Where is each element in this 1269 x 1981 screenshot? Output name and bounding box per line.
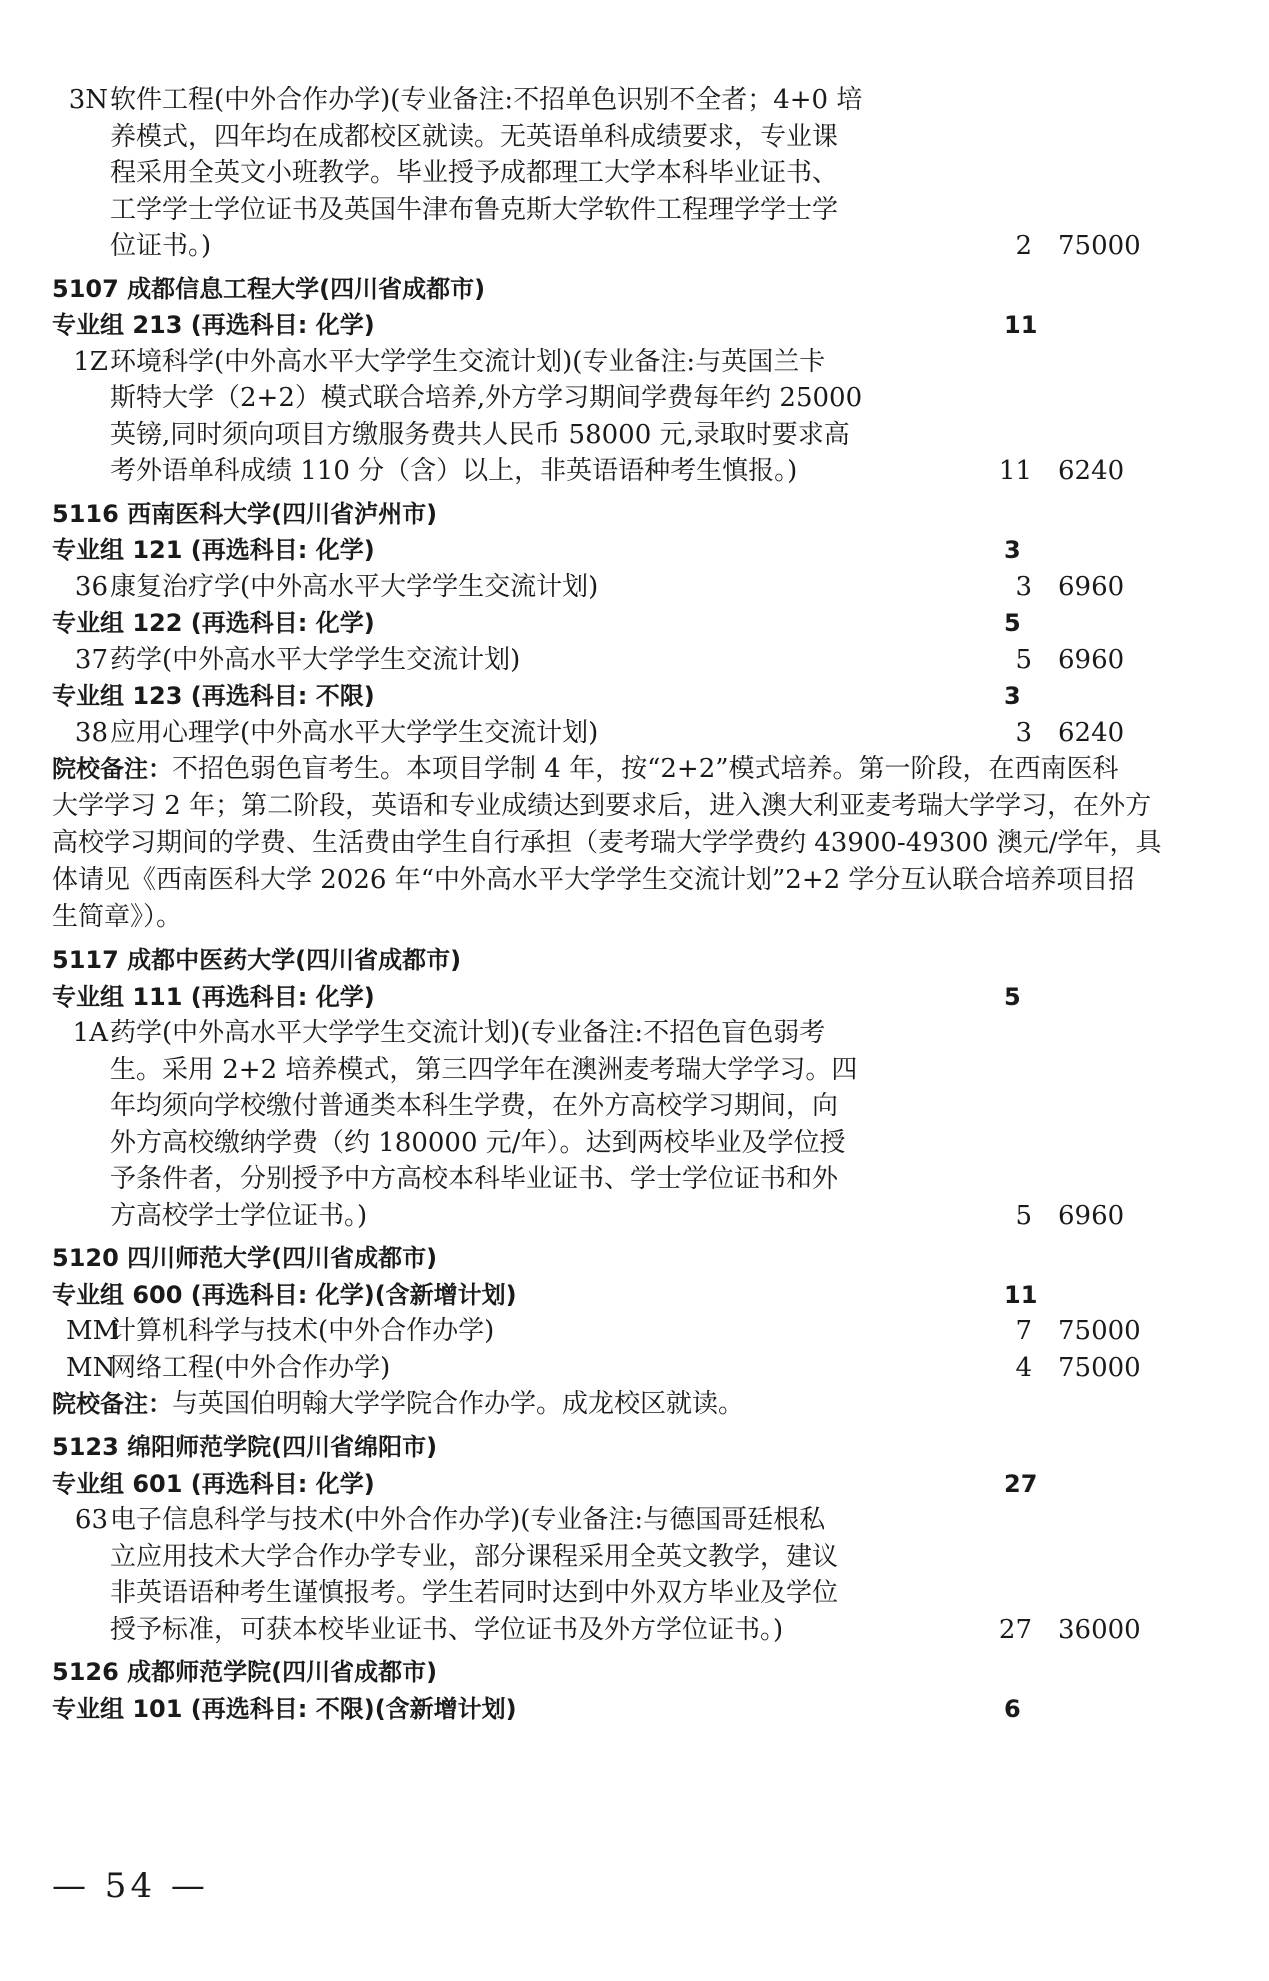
major-code: 63 — [74, 1505, 108, 1535]
major-group-label: 专业组 122 (再选科目: 化学) — [52, 609, 375, 637]
tuition-fee: 6240 — [1058, 717, 1125, 748]
major-item-continuation — [52, 1575, 1232, 1612]
school-heading: 5116 西南医科大学(四川省泸州市) — [52, 499, 438, 528]
major-description: 应用心理学(中外高水平大学学生交流计划) — [110, 717, 599, 748]
major-description: 年均须向学校缴付普通类本科生学费，在外方高校学习期间，向 — [110, 1091, 839, 1121]
major-group-label: 专业组 213 (再选科目: 化学) — [52, 311, 375, 339]
major-code: 36 — [74, 571, 108, 602]
major-description: 药学(中外高水平大学学生交流计划) — [110, 644, 521, 675]
major-description: 电子信息科学与技术(中外合作办学)(专业备注:与德国哥廷根私 — [110, 1505, 826, 1535]
major-item-continuation — [52, 453, 1232, 490]
major-item-continuation — [52, 1198, 1232, 1235]
major-description: 英镑,同时须向项目方缴服务费共人民币 58000 元,录取时要求高 — [110, 419, 850, 450]
note-label: 院校备注： — [52, 755, 172, 783]
major-item-row — [52, 642, 1232, 679]
major-group-label: 专业组 123 (再选科目: 不限) — [52, 682, 375, 710]
note-text: 与英国伯明翰大学学院合作办学。成龙校区就读。 — [172, 1389, 745, 1419]
institution-note — [52, 788, 1232, 825]
major-description: 斯特大学（2+2）模式联合培养,外方学习期间学费每年约 25000 — [110, 383, 863, 413]
major-item-row — [52, 82, 1232, 119]
major-description: 网络工程(中外合作办学) — [110, 1352, 391, 1383]
institution-note — [52, 862, 1232, 899]
major-item-continuation — [52, 192, 1232, 229]
tuition-fee: 6960 — [1058, 571, 1125, 602]
major-item-row — [52, 1313, 1232, 1350]
note-text: 生简章》）。 — [52, 902, 183, 932]
plan-count: 2 — [1015, 231, 1032, 261]
major-group-row — [52, 307, 1232, 344]
major-item-continuation — [52, 1125, 1232, 1162]
institution-note — [52, 899, 1232, 936]
group-plan-count: 11 — [1004, 311, 1038, 339]
major-group-label: 专业组 600 (再选科目: 化学)(含新增计划) — [52, 1280, 517, 1309]
major-item-continuation — [52, 155, 1232, 192]
major-description: 授予标准，可获本校毕业证书、学位证书及外方学位证书。) — [110, 1614, 784, 1645]
school-heading: 5123 绵阳师范学院(四川省绵阳市) — [52, 1433, 438, 1461]
major-item-continuation — [52, 1612, 1232, 1649]
group-plan-count: 5 — [1004, 609, 1021, 637]
major-group-row — [52, 605, 1232, 642]
major-group-label: 专业组 101 (再选科目: 不限)(含新增计划) — [52, 1694, 517, 1723]
major-item-continuation — [52, 380, 1232, 417]
major-item-row — [52, 715, 1232, 752]
note-text: 高校学习期间的学费、生活费由学生自行承担（麦考瑞大学学费约 43900-49300 澳元/学年，具 — [52, 828, 1162, 858]
note-text: 大学学习 2 年；第二阶段，英语和专业成绩达到要求后，进入澳大利亚麦考瑞大学学习，在外方 — [52, 791, 1152, 821]
major-code: MN — [66, 1352, 116, 1383]
tuition-fee: 36000 — [1058, 1614, 1141, 1645]
plan-count: 5 — [1015, 644, 1032, 675]
page-number: — 54 — — [52, 1866, 209, 1906]
school-heading: 5126 成都师范学院(四川省成都市) — [52, 1658, 438, 1686]
major-description: 予条件者，分别授予中方高校本科毕业证书、学士学位证书和外 — [110, 1164, 839, 1194]
major-description: 环境科学(中外高水平大学学生交流计划)(专业备注:与英国兰卡 — [110, 346, 826, 377]
group-plan-count: 11 — [1004, 1280, 1038, 1309]
major-item-row — [52, 1015, 1232, 1052]
plan-count: 5 — [1015, 1200, 1032, 1231]
major-item-row — [52, 1502, 1232, 1539]
group-plan-count: 6 — [1004, 1694, 1021, 1723]
group-plan-count: 3 — [1004, 536, 1021, 564]
tuition-fee: 6960 — [1058, 644, 1125, 675]
note-label: 院校备注： — [52, 1390, 172, 1418]
major-item-continuation — [52, 1161, 1232, 1198]
tuition-fee: 75000 — [1058, 1316, 1141, 1346]
major-code: MM — [66, 1316, 120, 1346]
major-description: 方高校学士学位证书。) — [110, 1200, 368, 1231]
major-group-label: 专业组 601 (再选科目: 化学) — [52, 1469, 375, 1498]
institution-note — [52, 825, 1232, 862]
major-description: 养模式，四年均在成都校区就读。无英语单科成绩要求，专业课 — [110, 121, 839, 152]
school-heading: 5120 四川师范大学(四川省成都市) — [52, 1244, 438, 1272]
major-group-row — [52, 979, 1232, 1016]
major-code: 37 — [74, 644, 108, 675]
plan-count: 27 — [998, 1614, 1032, 1645]
major-group-row — [52, 1466, 1232, 1503]
major-code: 3N — [68, 85, 108, 115]
major-description: 程采用全英文小班教学。毕业授予成都理工大学本科毕业证书、 — [110, 158, 839, 188]
group-plan-count: 27 — [1004, 1469, 1038, 1498]
major-group-label: 专业组 121 (再选科目: 化学) — [52, 536, 375, 564]
tuition-fee: 75000 — [1058, 231, 1141, 261]
major-description: 软件工程(中外合作办学)(专业备注:不招单色识别不全者；4+0 培 — [110, 85, 863, 115]
major-description: 工学学士学位证书及英国牛津布鲁克斯大学软件工程理学学士学 — [110, 194, 839, 225]
major-description: 药学(中外高水平大学学生交流计划)(专业备注:不招色盲色弱考 — [110, 1018, 826, 1048]
major-code: 1Z — [73, 346, 108, 377]
major-group-row — [52, 1277, 1232, 1314]
major-description: 计算机科学与技术(中外合作办学) — [110, 1316, 495, 1346]
note-text: 体请见《西南医科大学 2026 年“中外高水平大学学生交流计划”2+2 学分互认联合培养项目招 — [52, 865, 1135, 895]
major-item-row — [52, 1350, 1232, 1387]
major-group-row — [52, 1691, 1232, 1728]
note-text: 不招色弱色盲考生。本项目学制 4 年，按“2+2”模式培养。第一阶段，在西南医科 — [172, 754, 1119, 784]
group-plan-count: 3 — [1004, 682, 1021, 710]
major-item-row — [52, 344, 1232, 381]
major-group-row — [52, 678, 1232, 715]
major-group-row — [52, 532, 1232, 569]
major-item-continuation — [52, 228, 1232, 265]
major-description: 考外语单科成绩 110 分（含）以上，非英语语种考生慎报。) — [110, 456, 798, 486]
major-item-continuation — [52, 1052, 1232, 1089]
plan-count: 3 — [1015, 571, 1032, 602]
major-item-continuation — [52, 1539, 1232, 1576]
plan-count: 7 — [1015, 1316, 1032, 1346]
major-code: 38 — [74, 717, 108, 748]
major-description: 非英语语种考生谨慎报考。学生若同时达到中外双方毕业及学位 — [110, 1578, 839, 1608]
major-item-row — [52, 569, 1232, 606]
school-heading: 5117 成都中医药大学(四川省成都市) — [52, 946, 462, 974]
major-item-continuation — [52, 119, 1232, 156]
school-heading: 5107 成都信息工程大学(四川省成都市) — [52, 274, 486, 303]
major-code: 1A — [72, 1018, 108, 1048]
plan-count: 11 — [998, 456, 1032, 486]
major-description: 位证书。) — [110, 231, 212, 261]
major-item-continuation — [52, 1088, 1232, 1125]
group-plan-count: 5 — [1004, 982, 1021, 1011]
major-description: 康复治疗学(中外高水平大学学生交流计划) — [110, 571, 599, 602]
plan-count: 4 — [1015, 1352, 1032, 1383]
document-page — [52, 82, 1232, 1727]
major-item-continuation — [52, 417, 1232, 454]
institution-note — [52, 1386, 1232, 1423]
tuition-fee: 6240 — [1058, 456, 1125, 486]
major-description: 外方高校缴纳学费（约 180000 元/年）。达到两校毕业及学位授 — [110, 1127, 846, 1158]
tuition-fee: 6960 — [1058, 1200, 1125, 1231]
major-group-label: 专业组 111 (再选科目: 化学) — [52, 982, 375, 1011]
major-description: 生。采用 2+2 培养模式，第三四学年在澳洲麦考瑞大学学习。四 — [110, 1054, 858, 1085]
plan-count: 3 — [1015, 717, 1032, 748]
major-description: 立应用技术大学合作办学专业，部分课程采用全英文教学，建议 — [110, 1541, 839, 1572]
tuition-fee: 75000 — [1058, 1352, 1141, 1383]
institution-note — [52, 751, 1232, 788]
